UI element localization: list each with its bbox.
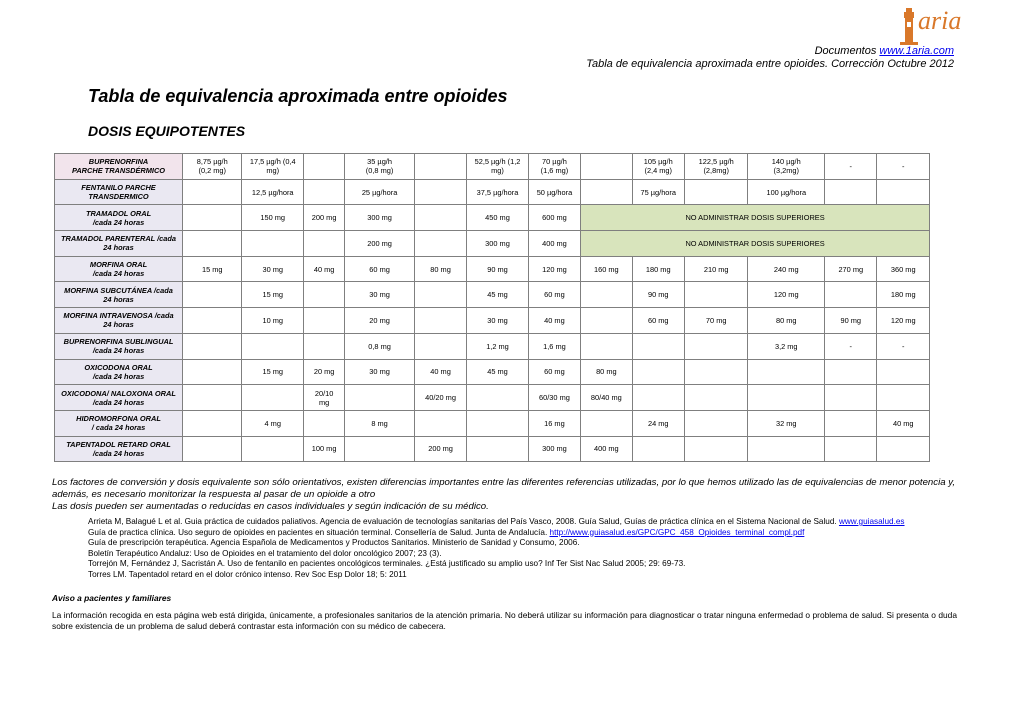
dose-cell (183, 282, 242, 308)
dose-cell: 15 mg (242, 282, 303, 308)
dose-cell (345, 385, 415, 411)
dose-cell: 24 mg (632, 410, 684, 436)
dose-cell: 15 mg (183, 256, 242, 282)
dose-cell (242, 231, 303, 257)
dose-cell (581, 179, 632, 205)
dose-cell: 200 mg (414, 436, 466, 462)
dose-cell: 120 mg (528, 256, 580, 282)
dose-cell: 160 mg (581, 256, 632, 282)
dose-cell: 300 mg (467, 231, 528, 257)
dose-cell: 17,5 µg/h (0,4 mg) (242, 154, 303, 180)
dose-cell: 270 mg (825, 256, 877, 282)
reference-item: Torres LM. Tapentadol retard en el dolor crónico intenso. Rev Soc Esp Dolor 18; 5: 2011 (88, 569, 407, 579)
dose-cell (414, 179, 466, 205)
dose-cell: 60/30 mg (528, 385, 580, 411)
dose-cell: 122,5 µg/h (2,8mg) (684, 154, 748, 180)
dose-cell (684, 333, 748, 359)
dose-cell (684, 436, 748, 462)
dose-cell (303, 333, 344, 359)
dose-cell (581, 282, 632, 308)
dose-cell: 60 mg (632, 308, 684, 334)
dose-cell (414, 205, 466, 231)
dose-cell (632, 436, 684, 462)
dose-cell: 30 mg (242, 256, 303, 282)
dose-cell: 120 mg (748, 282, 825, 308)
drug-name-cell: MORFINA INTRAVENOSA /cada 24 horas (55, 308, 183, 334)
dose-cell: 80 mg (414, 256, 466, 282)
dose-cell: 70 µg/h (1,6 mg) (528, 154, 580, 180)
dose-cell: 50 µg/hora (528, 179, 580, 205)
dose-cell (183, 179, 242, 205)
dose-cell (825, 385, 877, 411)
dose-cell (825, 410, 877, 436)
dose-cell (748, 385, 825, 411)
dose-cell (877, 436, 930, 462)
logo (896, 4, 960, 48)
dose-cell: 90 mg (632, 282, 684, 308)
note-conversion: Los factores de conversión y dosis equivalente son sólo orientativos, existen diferencias importantes entre las diferentes referencias utilizadas, por lo que hemos utilizado las de equivalencias de menor potencia y, además, es necesario monitorizar la respuesta al pasar de un opioide a otro (52, 477, 955, 500)
dose-cell: 100 µg/hora (748, 179, 825, 205)
dose-cell: 30 mg (345, 282, 415, 308)
dose-cell: 120 mg (877, 308, 930, 334)
dose-cell: 360 mg (877, 256, 930, 282)
dose-cell (303, 308, 344, 334)
drug-name-cell: TAPENTADOL RETARD ORAL /cada 24 horas (55, 436, 183, 462)
dose-cell: 30 mg (345, 359, 415, 385)
dose-cell: 12,5 µg/hora (242, 179, 303, 205)
dose-cell (183, 205, 242, 231)
dose-cell: 90 mg (825, 308, 877, 334)
table-row (55, 256, 930, 282)
dose-cell: 140 µg/h (3,2mg) (748, 154, 825, 180)
tower-icon (898, 6, 920, 46)
dose-cell: 16 mg (528, 410, 580, 436)
dose-cell (684, 385, 748, 411)
reference-item: Guía de prescripción terapéutica. Agencia Española de Medicamentos y Productos Sanitarios. Ministerio de Sanidad y Consumo, 2006. (88, 538, 580, 547)
dose-cell: 3,2 mg (748, 333, 825, 359)
dose-cell (877, 179, 930, 205)
dose-cell (183, 231, 242, 257)
dose-cell: - (825, 333, 877, 359)
dose-cell (825, 179, 877, 205)
table-row (55, 205, 930, 231)
max-dose-warning: NO ADMINISTRAR DOSIS SUPERIORES (581, 205, 930, 231)
page-title: Tabla de equivalencia aproximada entre opioides (88, 86, 508, 106)
dose-cell (242, 333, 303, 359)
dose-cell (303, 282, 344, 308)
guiasalud-link[interactable]: www.guiasalud.es (838, 517, 905, 526)
dose-cell: 32 mg (748, 410, 825, 436)
table-row (55, 385, 930, 411)
dose-cell: 200 mg (303, 205, 344, 231)
dose-cell (877, 385, 930, 411)
dose-cell: - (877, 333, 930, 359)
dose-cell: 20 mg (345, 308, 415, 334)
notes (52, 477, 955, 513)
dose-cell (242, 436, 303, 462)
dose-cell (303, 179, 344, 205)
dose-cell: 75 µg/hora (632, 179, 684, 205)
dose-cell (303, 231, 344, 257)
dose-cell (183, 333, 242, 359)
dose-cell: 0,8 mg (345, 333, 415, 359)
dose-cell: 35 µg/h (0,8 mg) (345, 154, 415, 180)
dose-cell (414, 154, 466, 180)
dose-cell: 100 mg (303, 436, 344, 462)
dose-cell: 20/10 mg (303, 385, 344, 411)
drug-name-cell: MORFINA ORAL /cada 24 horas (55, 256, 183, 282)
dose-cell: 1,6 mg (528, 333, 580, 359)
reference-item: Torrejón M, Fernández J, Sacristán A. Uso de fentanilo en pacientes oncológicos terminales. ¿Está justificado su amplio uso? Inf Ter Sist Nac Salud 2005; 29: 69-73. (88, 559, 686, 568)
dose-cell (825, 436, 877, 462)
dose-cell: 10 mg (242, 308, 303, 334)
table-row (55, 359, 930, 385)
dose-cell (183, 436, 242, 462)
dose-cell: 300 mg (345, 205, 415, 231)
dose-cell: 70 mg (684, 308, 748, 334)
table-row (55, 282, 930, 308)
dose-cell (467, 436, 528, 462)
drug-name-cell: HIDROMORFONA ORAL / cada 24 horas (55, 410, 183, 436)
dose-cell (684, 282, 748, 308)
dose-cell (877, 359, 930, 385)
dose-cell: 45 mg (467, 359, 528, 385)
drug-name-cell: OXICODONA ORAL /cada 24 horas (55, 359, 183, 385)
dose-cell: 45 mg (467, 282, 528, 308)
dose-cell (581, 333, 632, 359)
dose-cell: 240 mg (748, 256, 825, 282)
dose-cell: 60 mg (528, 282, 580, 308)
drug-name-cell: MORFINA SUBCUTÁNEA /cada 24 horas (55, 282, 183, 308)
dose-cell: 450 mg (467, 205, 528, 231)
dose-cell: 300 mg (528, 436, 580, 462)
table-row (55, 333, 930, 359)
dose-cell: 15 mg (242, 359, 303, 385)
dose-cell (303, 410, 344, 436)
dose-cell: 600 mg (528, 205, 580, 231)
header-line-1: Documentos www.1aria.com (814, 45, 954, 57)
dose-cell (684, 410, 748, 436)
dose-cell (345, 436, 415, 462)
logo-text: aria (918, 6, 962, 35)
pdf-link[interactable]: http://www.guiasalud.es/GPC/GPC_458_Opioides_terminal_compl.pdf (549, 527, 805, 537)
reference-item: Boletín Terapéutico Andaluz: Uso de Opioides en el tratamiento del dolor oncológico 2007; 23 (3). (88, 548, 442, 558)
dose-cell: 210 mg (684, 256, 748, 282)
dose-cell (748, 359, 825, 385)
dose-cell (632, 333, 684, 359)
table-row (55, 179, 930, 205)
dose-cell (632, 359, 684, 385)
references (88, 517, 958, 580)
dose-cell: 105 µg/h (2,4 mg) (632, 154, 684, 180)
dose-cell (414, 333, 466, 359)
notice-text: La información recogida en esta página web está dirigida, únicamente, a profesionales sanitarios de la atención primaria. No deberá utilizar su información para diagnosticar o tratar ninguna enfermedad o problema de salud. Si presenta o duda sobre existencia de un problema de salud deberá contrastar esta información con su médico de cabecera. (52, 610, 957, 631)
dose-cell: 30 mg (467, 308, 528, 334)
dose-cell (684, 359, 748, 385)
dose-cell (581, 154, 632, 180)
table-row (55, 410, 930, 436)
drug-name-cell: FENTANILO PARCHE TRANSDERMICO (55, 179, 183, 205)
drug-name-cell: OXICODONA/ NALOXONA ORAL /cada 24 horas (55, 385, 183, 411)
dose-cell: 400 mg (581, 436, 632, 462)
dose-cell (183, 385, 242, 411)
dose-cell (684, 179, 748, 205)
dose-cell: 200 mg (345, 231, 415, 257)
dose-cell: 40 mg (528, 308, 580, 334)
dose-cell (414, 231, 466, 257)
document-header (586, 45, 954, 71)
notice-title: Aviso a pacientes y familiares (52, 593, 172, 603)
site-link[interactable]: www.1aria.com (879, 45, 954, 57)
dose-cell: 4 mg (242, 410, 303, 436)
dose-cell: 60 mg (528, 359, 580, 385)
dose-cell: 40 mg (303, 256, 344, 282)
dose-cell (414, 308, 466, 334)
dose-cell (414, 282, 466, 308)
dose-cell (581, 410, 632, 436)
table-row (55, 231, 930, 257)
dose-cell (183, 308, 242, 334)
dose-cell: 90 mg (467, 256, 528, 282)
dose-cell: 150 mg (242, 205, 303, 231)
dose-cell: 80 mg (748, 308, 825, 334)
dose-cell (183, 359, 242, 385)
dose-cell (467, 385, 528, 411)
reference-item: Arrieta M, Balagué L et al. Guia práctica de cuidados paliativos. Agencia de evaluación de tecnologías sanitarias del País Vasco, 2008. Guía Salud, Guías de práctica clínica en el Sistema Nacional de Salud. www.guiasalud.es (88, 517, 905, 526)
dose-cell: 8,75 µg/h (0,2 mg) (183, 154, 242, 180)
dose-cell (183, 410, 242, 436)
dose-cell (303, 154, 344, 180)
dose-cell: 400 mg (528, 231, 580, 257)
table-row (55, 436, 930, 462)
header-line-2: Tabla de equivalencia aproximada entre opioides. Corrección Octubre 2012 (586, 58, 954, 70)
dose-cell (748, 436, 825, 462)
dose-cell (825, 282, 877, 308)
table-row (55, 154, 930, 180)
dose-cell: 180 mg (877, 282, 930, 308)
dose-cell: 40/20 mg (414, 385, 466, 411)
dose-cell: 1,2 mg (467, 333, 528, 359)
dose-cell: 37,5 µg/hora (467, 179, 528, 205)
dose-cell: - (825, 154, 877, 180)
dose-cell: 40 mg (414, 359, 466, 385)
section-subtitle: DOSIS EQUIPOTENTES (88, 123, 246, 139)
dose-cell (467, 410, 528, 436)
table-row (55, 308, 930, 334)
dose-cell (581, 308, 632, 334)
dose-cell: 180 mg (632, 256, 684, 282)
dose-cell: 60 mg (345, 256, 415, 282)
dose-cell (414, 410, 466, 436)
dose-cell: 52,5 µg/h (1,2 mg) (467, 154, 528, 180)
equivalence-table (54, 153, 930, 462)
drug-name-cell: BUPRENORFINA SUBLINGUAL /cada 24 horas (55, 333, 183, 359)
dose-cell (242, 385, 303, 411)
drug-name-cell: BUPRENORFINA PARCHE TRANSDÉRMICO (55, 154, 183, 180)
drug-name-cell: TRAMADOL PARENTERAL /cada 24 horas (55, 231, 183, 257)
dose-cell (632, 385, 684, 411)
dose-cell: 40 mg (877, 410, 930, 436)
dose-cell: - (877, 154, 930, 180)
dose-cell: 20 mg (303, 359, 344, 385)
dose-cell: 80/40 mg (581, 385, 632, 411)
dose-cell: 25 µg/hora (345, 179, 415, 205)
note-dosage: Las dosis pueden ser aumentadas o reducidas en casos individuales y según indicación de su médico. (52, 501, 489, 512)
dose-cell (825, 359, 877, 385)
dose-cell: 80 mg (581, 359, 632, 385)
dose-cell: 8 mg (345, 410, 415, 436)
drug-name-cell: TRAMADOL ORAL /cada 24 horas (55, 205, 183, 231)
max-dose-warning: NO ADMINISTRAR DOSIS SUPERIORES (581, 231, 930, 257)
reference-item: Guía de practica clínica. Uso seguro de opioides en pacientes en situación terminal. Consellería de Salud. Junta de Andalucía. http://www.guiasalud.es/GPC/GPC_458_Opioides_terminal_compl.pdf (88, 527, 805, 537)
